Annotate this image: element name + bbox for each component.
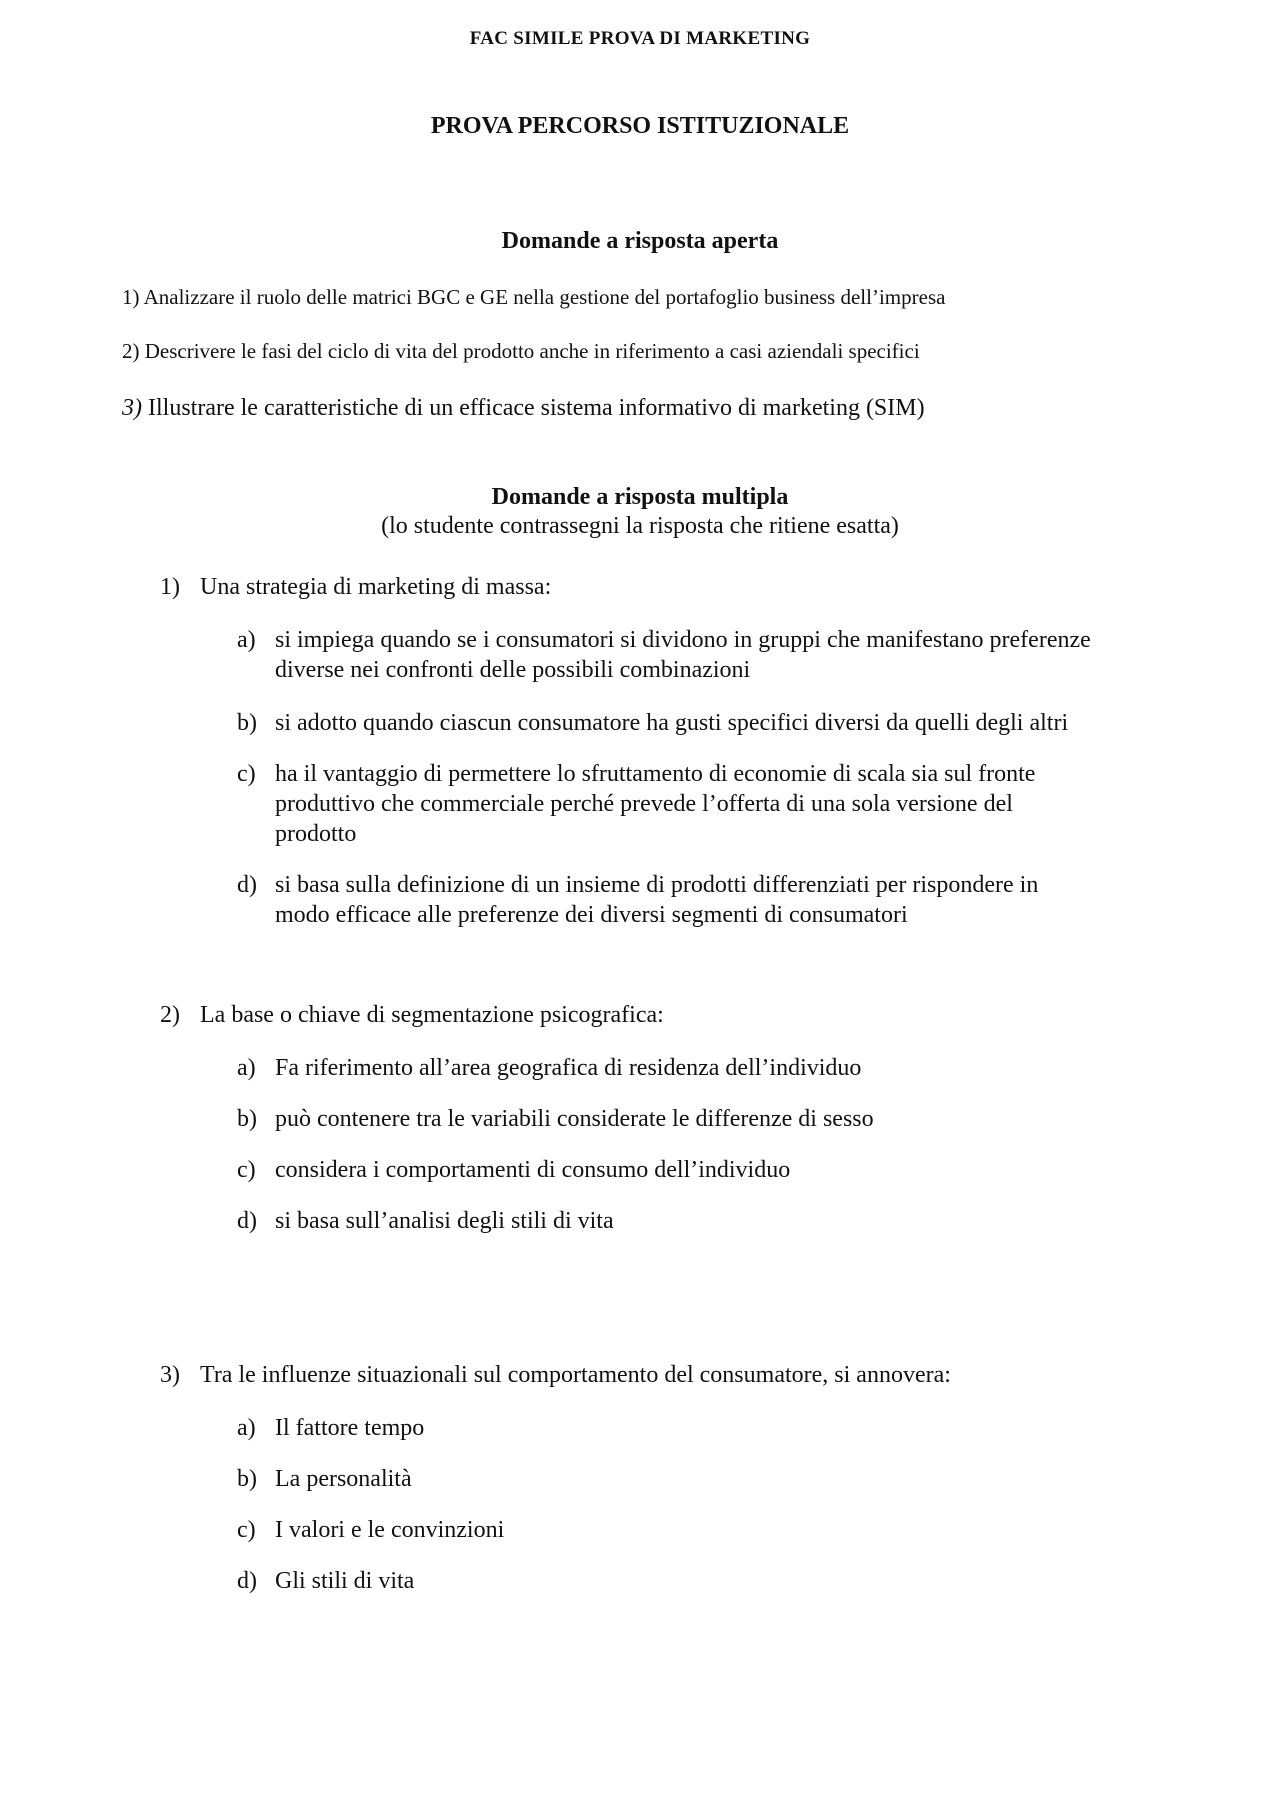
option-line: considera i comportamenti di consumo dell’individuo bbox=[275, 1157, 791, 1183]
mc-question-text: Tra le influenze situazionali sul comportamento del consumatore, si annovera: bbox=[200, 1362, 951, 1388]
mc-1-option-c bbox=[237, 759, 1035, 849]
option-letter: b) bbox=[237, 710, 257, 736]
mc-question-text: La base o chiave di segmentazione psicografica: bbox=[200, 1002, 664, 1028]
option-line: I valori e le convinzioni bbox=[275, 1517, 505, 1543]
option-line: Fa riferimento all’area geografica di residenza dell’individuo bbox=[275, 1055, 862, 1081]
option-letter: d) bbox=[237, 872, 257, 898]
mc-2-option-c bbox=[237, 1155, 790, 1185]
open-question-number: 1) bbox=[122, 285, 140, 309]
open-question-2 bbox=[122, 339, 920, 364]
open-question-text: Illustrare le caratteristiche di un efficace sistema informativo di marketing (SIM) bbox=[148, 395, 925, 421]
mc-2-option-b bbox=[237, 1104, 874, 1134]
open-question-text: Descrivere le fasi del ciclo di vita del prodotto anche in riferimento a casi aziendali specifici bbox=[144, 339, 920, 363]
mc-3-option-a bbox=[237, 1413, 424, 1443]
multiple-choice-title: Domande a risposta multipla bbox=[491, 484, 789, 510]
open-question-1 bbox=[122, 285, 945, 310]
option-line: si adotto quando ciascun consumatore ha gusti specifici diversi da quelli degli altri bbox=[275, 710, 1069, 736]
mc-1-option-d bbox=[237, 870, 1038, 930]
open-questions-title: Domande a risposta aperta bbox=[501, 228, 779, 254]
option-letter: c) bbox=[237, 1157, 256, 1183]
mc-question-1 bbox=[160, 574, 551, 601]
option-line: si impiega quando se i consumatori si dividono in gruppi che manifestano preferenze bbox=[275, 627, 1091, 653]
mc-question-3 bbox=[160, 1362, 951, 1389]
option-line: diverse nei confronti delle possibili combinazioni bbox=[275, 657, 751, 683]
option-line: si basa sulla definizione di un insieme di prodotti differenziati per rispondere in bbox=[275, 872, 1039, 898]
option-letter: a) bbox=[237, 1415, 256, 1441]
open-question-number: 3) bbox=[122, 395, 142, 421]
option-letter: a) bbox=[237, 1055, 256, 1081]
mc-question-number: 2) bbox=[160, 1002, 180, 1028]
option-line: si basa sull’analisi degli stili di vita bbox=[275, 1208, 614, 1234]
option-line: Il fattore tempo bbox=[275, 1415, 425, 1441]
mc-2-option-d bbox=[237, 1206, 614, 1236]
document-subtitle: PROVA PERCORSO ISTITUZIONALE bbox=[430, 113, 850, 139]
mc-3-option-c bbox=[237, 1515, 504, 1545]
option-letter: c) bbox=[237, 761, 256, 787]
multiple-choice-note: (lo studente contrassegni la risposta che ritiene esatta) bbox=[381, 513, 899, 539]
mc-1-option-b bbox=[237, 708, 1068, 738]
option-line: Gli stili di vita bbox=[275, 1568, 415, 1594]
mc-question-2 bbox=[160, 1002, 664, 1029]
option-letter: b) bbox=[237, 1106, 257, 1132]
option-line: ha il vantaggio di permettere lo sfruttamento di economie di scala sia sul fronte bbox=[275, 761, 1036, 787]
mc-question-number: 3) bbox=[160, 1362, 180, 1388]
option-letter: b) bbox=[237, 1466, 257, 1492]
option-letter: c) bbox=[237, 1517, 256, 1543]
option-letter: d) bbox=[237, 1208, 257, 1234]
mc-1-option-a bbox=[237, 625, 1091, 685]
open-question-text: Analizzare il ruolo delle matrici BGC e GE nella gestione del portafoglio business dell’impresa bbox=[143, 285, 946, 309]
option-line: può contenere tra le variabili considerate le differenze di sesso bbox=[275, 1106, 874, 1132]
option-line: prodotto bbox=[275, 821, 357, 847]
option-line: La personalità bbox=[275, 1466, 412, 1492]
option-letter: a) bbox=[237, 627, 256, 653]
mc-2-option-a bbox=[237, 1053, 861, 1083]
mc-question-text: Una strategia di marketing di massa: bbox=[200, 574, 552, 600]
option-line: modo efficace alle preferenze dei diversi segmenti di consumatori bbox=[275, 902, 908, 928]
mc-question-number: 1) bbox=[160, 574, 180, 600]
mc-3-option-b bbox=[237, 1464, 412, 1494]
open-question-number: 2) bbox=[122, 339, 140, 363]
open-question-3 bbox=[122, 395, 925, 422]
document-title: FAC SIMILE PROVA DI MARKETING bbox=[469, 28, 811, 49]
mc-3-option-d bbox=[237, 1566, 414, 1596]
option-line: produttivo che commerciale perché prevede l’offerta di una sola versione del bbox=[275, 791, 1013, 817]
option-letter: d) bbox=[237, 1568, 257, 1594]
